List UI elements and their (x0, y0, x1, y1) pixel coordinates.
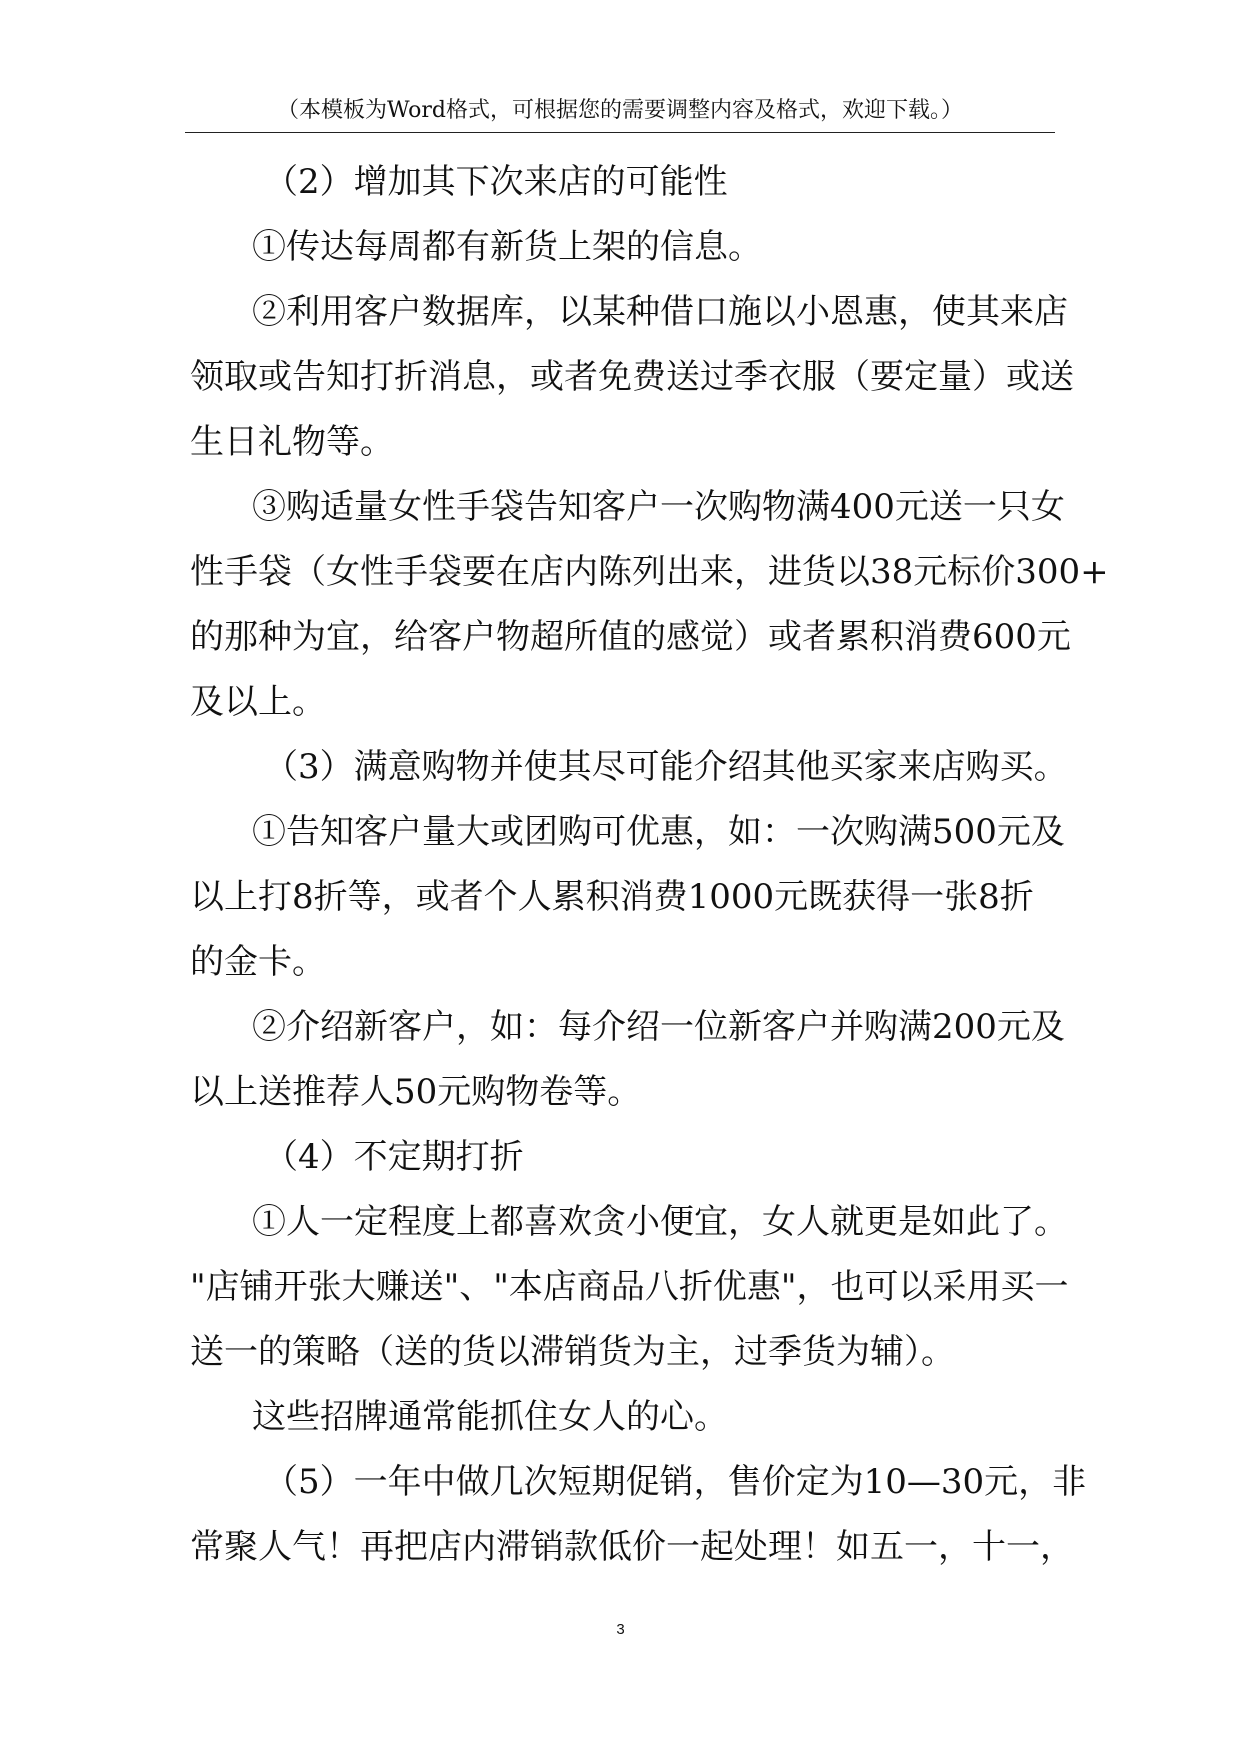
paragraph-line: ①传达每周都有新货上架的信息。 (252, 227, 762, 267)
paragraph-line: 常聚人气！再把店内滞销款低价一起处理！如五一，十一， (190, 1527, 1074, 1567)
paragraph-line: ②介绍新客户，如：每介绍一位新客户并购满200元及 (252, 1007, 1065, 1047)
header-divider (185, 132, 1055, 133)
section-heading: （2）增加其下次来店的可能性 (264, 162, 728, 202)
paragraph-line: 以上打8折等，或者个人累积消费1000元既获得一张8折 (190, 877, 1034, 917)
paragraph-line: 领取或告知打折消息，或者免费送过季衣服（要定量）或送 (190, 357, 1074, 397)
section-heading: （4）不定期打折 (264, 1137, 524, 1177)
paragraph-line: 的金卡。 (190, 942, 326, 982)
page-number: 3 (616, 1621, 625, 1638)
paragraph-line: 性手袋（女性手袋要在店内陈列出来，进货以38元标价300+ (190, 552, 1109, 592)
paragraph-line: 这些招牌通常能抓住女人的心。 (252, 1397, 728, 1437)
section-heading: （3）满意购物并使其尽可能介绍其他买家来店购买。 (264, 747, 1068, 787)
paragraph-line: 送一的策略（送的货以滞销货为主，过季货为辅）。 (190, 1332, 955, 1372)
section-heading: （5）一年中做几次短期促销，售价定为10—30元，非 (264, 1462, 1087, 1502)
header-note: （本模板为Word格式，可根据您的需要调整内容及格式，欢迎下载。） (277, 98, 963, 123)
paragraph-line: 生日礼物等。 (190, 422, 394, 462)
paragraph-line: ③购适量女性手袋告知客户一次购物满400元送一只女 (252, 487, 1065, 527)
paragraph-line: "店铺开张大赚送"、"本店商品八折优惠"，也可以采用买一 (190, 1267, 1069, 1307)
paragraph-line: 及以上。 (190, 682, 326, 722)
paragraph-line: ②利用客户数据库，以某种借口施以小恩惠，使其来店 (252, 292, 1068, 332)
paragraph-line: 以上送推荐人50元购物卷等。 (190, 1072, 642, 1112)
paragraph-line: 的那种为宜，给客户物超所值的感觉）或者累积消费600元 (190, 617, 1071, 657)
paragraph-line: ①人一定程度上都喜欢贪小便宜，女人就更是如此了。 (252, 1202, 1068, 1242)
paragraph-line: ①告知客户量大或团购可优惠，如：一次购满500元及 (252, 812, 1065, 852)
document-body (190, 150, 1109, 1580)
